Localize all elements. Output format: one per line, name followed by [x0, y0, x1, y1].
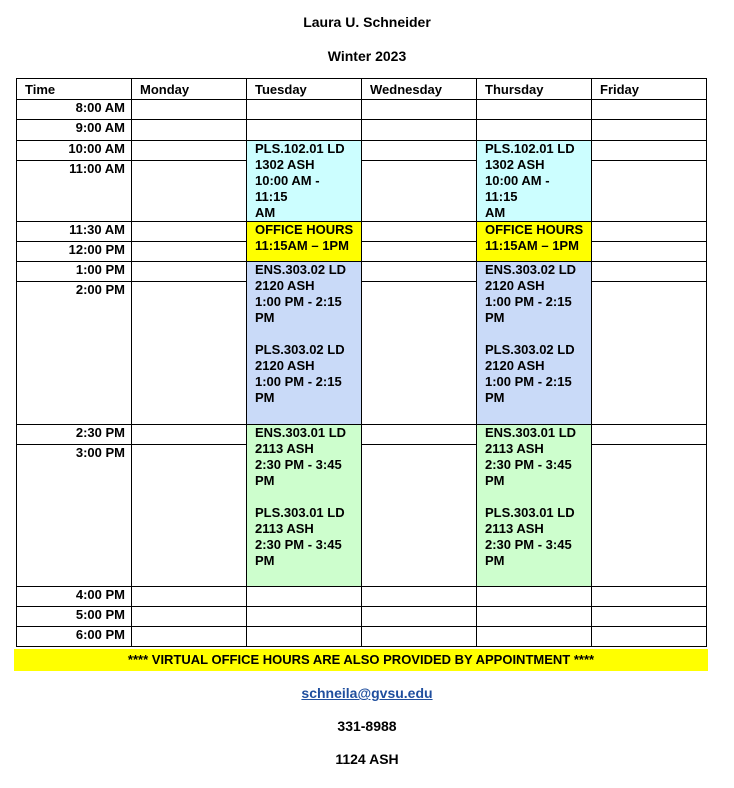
event-time-end: AM	[255, 205, 276, 220]
event-code: PLS.102.01 LD	[485, 141, 575, 156]
event-time: 1:00 PM - 2:15	[255, 294, 342, 309]
header-row	[17, 79, 707, 100]
col-header-time: Time	[17, 79, 132, 100]
time-label: 8:00 AM	[17, 100, 132, 120]
event-code: ENS.303.01 LD	[485, 425, 577, 440]
time-label: 11:00 AM	[17, 161, 132, 222]
time-label: 5:00 PM	[17, 607, 132, 627]
email-line	[0, 685, 734, 701]
event-time: 1:00 PM - 2:15	[255, 374, 342, 389]
table-row	[17, 222, 707, 242]
event-time-end: PM	[255, 390, 275, 405]
virtual-office-hours-banner: **** VIRTUAL OFFICE HOURS ARE ALSO PROVIDED BY APPOINTMENT ****	[14, 649, 708, 671]
event-time: 1:00 PM - 2:15	[485, 294, 572, 309]
event-title: OFFICE HOURS	[255, 222, 354, 237]
time-label: 3:00 PM	[17, 445, 132, 587]
time-label: 9:00 AM	[17, 120, 132, 141]
event-code: PLS.303.02 LD	[485, 342, 575, 357]
phone-number: 331-8988	[337, 718, 397, 734]
event-time-end: PM	[485, 553, 505, 568]
time-label: 4:00 PM	[17, 587, 132, 607]
event-ens-pls-303-01-thursday	[477, 425, 592, 587]
event-time: 1:00 PM - 2:15	[485, 374, 572, 389]
event-time: 10:00 AM - 11:15	[255, 173, 320, 204]
table-row	[17, 627, 707, 647]
instructor-name: Laura U. Schneider	[303, 14, 431, 30]
col-header-tuesday: Tuesday	[247, 79, 362, 100]
event-time: 2:30 PM - 3:45	[485, 457, 572, 472]
event-office-hours-thursday	[477, 222, 592, 262]
col-header-friday: Friday	[592, 79, 707, 100]
event-time: 2:30 PM - 3:45	[485, 537, 572, 552]
table-row	[17, 282, 707, 425]
event-time-end: AM	[485, 205, 506, 220]
event-ens-pls-303-02-tuesday	[247, 262, 362, 425]
event-room: 2120 ASH	[255, 358, 315, 373]
time-label: 11:30 AM	[17, 222, 132, 242]
event-room: 1302 ASH	[485, 157, 545, 172]
event-code: ENS.303.01 LD	[255, 425, 347, 440]
event-pls102-tuesday	[247, 141, 362, 222]
event-room: 2113 ASH	[255, 441, 314, 456]
event-room: 1302 ASH	[255, 157, 315, 172]
event-code: PLS.303.01 LD	[255, 505, 345, 520]
table-row	[17, 100, 707, 120]
event-code: ENS.303.02 LD	[255, 262, 347, 277]
event-room: 2113 ASH	[485, 441, 544, 456]
event-time-end: PM	[485, 473, 505, 488]
event-room: 2120 ASH	[255, 278, 315, 293]
time-label: 2:30 PM	[17, 425, 132, 445]
term-title: Winter 2023	[327, 48, 407, 64]
event-code: ENS.303.02 LD	[485, 262, 577, 277]
time-label: 2:00 PM	[17, 282, 132, 425]
event-ens-pls-303-02-thursday	[477, 262, 592, 425]
time-label: 1:00 PM	[17, 262, 132, 282]
event-room: 2120 ASH	[485, 358, 545, 373]
table-row	[17, 141, 707, 161]
event-time-end: PM	[485, 310, 505, 325]
table-row	[17, 120, 707, 141]
event-time: 11:15AM – 1PM	[255, 238, 349, 253]
table-row	[17, 607, 707, 627]
event-room: 2113 ASH	[485, 521, 544, 536]
event-time: 2:30 PM - 3:45	[255, 537, 342, 552]
event-office-hours-tuesday	[247, 222, 362, 262]
table-row	[17, 161, 707, 222]
email-link[interactable]: schneila@gvsu.edu	[301, 685, 433, 701]
schedule-table	[16, 78, 707, 647]
event-room: 2113 ASH	[255, 521, 314, 536]
table-row	[17, 262, 707, 282]
time-label: 12:00 PM	[17, 242, 132, 262]
event-code: PLS.303.02 LD	[255, 342, 345, 357]
col-header-wednesday: Wednesday	[362, 79, 477, 100]
time-label: 10:00 AM	[17, 141, 132, 161]
table-row	[17, 425, 707, 445]
event-code: PLS.303.01 LD	[485, 505, 575, 520]
event-time-end: PM	[255, 310, 275, 325]
table-row	[17, 242, 707, 262]
event-time-end: PM	[255, 553, 275, 568]
event-title: OFFICE HOURS	[485, 222, 584, 237]
event-time-end: PM	[485, 390, 505, 405]
time-label: 6:00 PM	[17, 627, 132, 647]
event-code: PLS.102.01 LD	[255, 141, 345, 156]
col-header-monday: Monday	[132, 79, 247, 100]
event-ens-pls-303-01-tuesday	[247, 425, 362, 587]
table-row	[17, 587, 707, 607]
event-time: 11:15AM – 1PM	[485, 238, 579, 253]
table-row	[17, 445, 707, 587]
event-time-end: PM	[255, 473, 275, 488]
col-header-thursday: Thursday	[477, 79, 592, 100]
office-room: 1124 ASH	[335, 751, 399, 767]
event-time: 2:30 PM - 3:45	[255, 457, 342, 472]
event-room: 2120 ASH	[485, 278, 545, 293]
event-pls102-thursday	[477, 141, 592, 222]
event-time: 10:00 AM - 11:15	[485, 173, 550, 204]
